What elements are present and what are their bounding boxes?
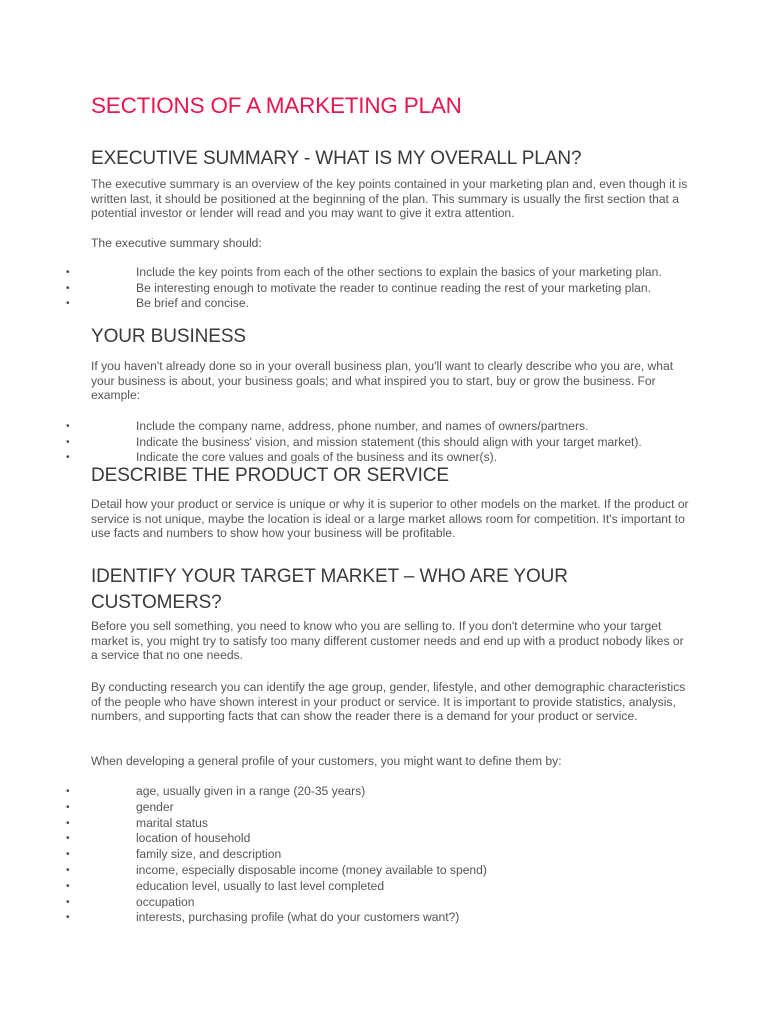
bullet-icon: • [66,880,70,892]
bullet-icon: • [66,786,70,797]
list-item: • marital status [66,815,208,830]
bullet-icon: • [66,896,70,908]
market-paragraph-2: By conducting research you can identify the age group, gender, lifestyle, and other demographic characteristics of the people who have shown interest in your product or service. It is important to provide statistics, analysis, numbers, and supporting facts that can show the reader there is a demand for your product or service. [91,680,686,723]
exec-summary-paragraph-2: The executive summary should: [91,236,262,250]
market-bullet-list [0,784,768,926]
heading-product-service: DESCRIBE THE PRODUCT OR SERVICE [91,465,449,486]
business-bullet-list [0,419,768,466]
market-paragraph-3: When developing a general profile of your customers, you might want to define them by: [91,754,562,768]
bullet-icon: • [66,864,70,876]
bullet-icon: • [66,833,70,845]
list-item: • Indicate the business' vision, and mission statement (this should align with your target market). [66,434,642,449]
list-item: • occupation [66,894,195,909]
list-item: • Indicate the core values and goals of the business and its owner(s). [66,450,498,465]
bullet-icon: • [66,267,70,278]
list-item: • family size, and description [66,847,282,862]
bullet-icon: • [66,912,70,924]
exec-summary-paragraph-1: The executive summary is an overview of the key points contained in your marketing plan and, even though it is written last, it should be positioned at the beginning of the plan. This summary is usually the first section that a potential investor or lender will read and you may want to give it extra attention. [91,177,688,220]
heading-your-business: YOUR BUSINESS [91,326,246,347]
list-item: • Be brief and concise. [66,296,249,311]
business-paragraph-1: If you haven't already done so in your overall business plan, you'll want to clearly describe who you are, what your business is about, your business goals; and what inspired you to start, buy or grow the business. For example: [91,359,674,402]
list-item: • age, usually given in a range (20-35 years) [66,784,366,798]
bullet-icon: • [66,452,70,464]
bullet-icon: • [66,421,70,432]
list-item: • Include the company name, address, phone number, and names of owners/partners. [66,419,589,433]
bullet-icon: • [66,298,70,310]
list-item: • income, especially disposable income (money available to spend) [66,862,487,877]
document-title: SECTIONS OF A MARKETING PLAN [91,93,462,118]
product-paragraph-1: Detail how your product or service is unique or why it is superior to other models on the market. If the product or service is not unique, maybe the location is ideal or a large market allows room for competition. It's important to use facts and numbers to show how your business will be profitable. [91,497,689,540]
list-item: • education level, usually to last level completed [66,878,385,893]
list-item: • location of household [66,831,251,846]
bullet-icon: • [66,849,70,861]
list-item: • gender [66,799,174,814]
bullet-icon: • [66,801,70,813]
bullet-icon: • [66,436,70,448]
heading-target-market: IDENTIFY YOUR TARGET MARKET – WHO ARE YOUR CUSTOMERS? [91,566,568,613]
list-item: • Include the key points from each of the other sections to explain the basics of your marketing plan. [66,265,662,279]
list-item: • interests, purchasing profile (what do your customers want?) [66,910,460,925]
bullet-icon: • [66,282,70,294]
heading-executive-summary: EXECUTIVE SUMMARY - WHAT IS MY OVERALL PLAN? [91,148,582,169]
exec-summary-bullet-list [0,265,768,312]
list-item: • Be interesting enough to motivate the reader to continue reading the rest of your marketing plan. [66,280,651,295]
bullet-icon: • [66,817,70,829]
market-paragraph-1: Before you sell something, you need to know who you are selling to. If you don't determine who your target market is, you might try to satisfy too many different customer needs and end up with a product nobody likes or a service that no one needs. [91,619,684,662]
